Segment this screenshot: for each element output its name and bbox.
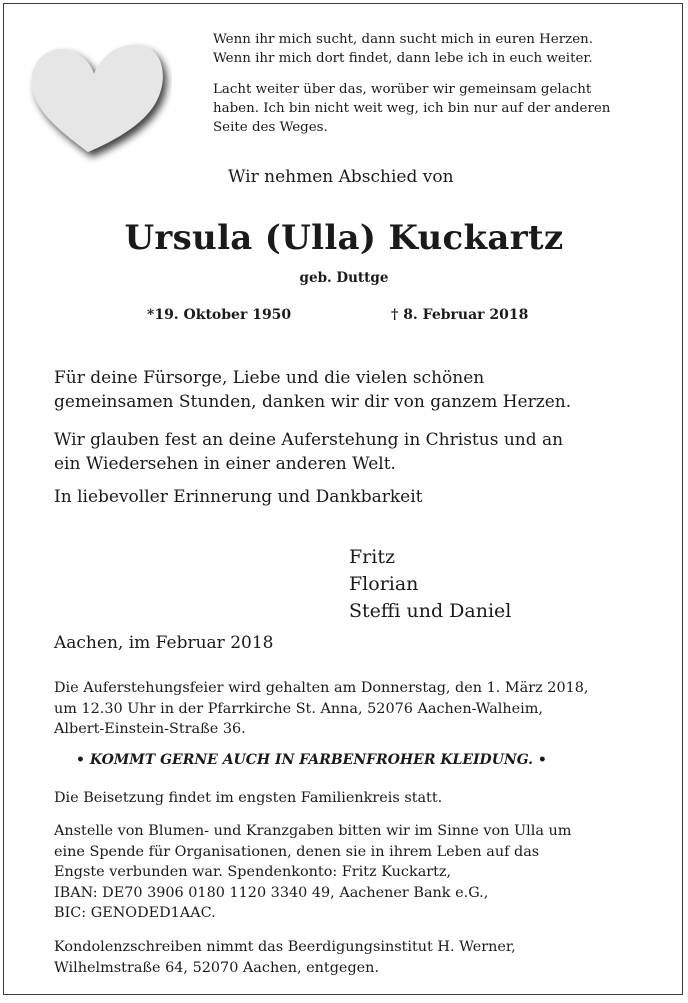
poem-line: Wenn ihr mich sucht, dann sucht mich in euren Herzen. <box>213 32 593 47</box>
mourner-name: Steffi und Daniel <box>349 600 512 622</box>
poem-line: Lacht weiter über das, worüber wir gemeinsam gelacht <box>213 82 592 97</box>
poem-stanza-2 <box>213 80 663 137</box>
text-line: Albert-Einstein-Straße 36. <box>54 721 246 737</box>
poem-line: haben. Ich bin nicht weit weg, ich bin nur auf der anderen <box>213 101 611 116</box>
poem-stanza-1 <box>213 30 663 68</box>
condolence-info <box>54 937 664 978</box>
poem-line: Seite des Weges. <box>213 120 328 135</box>
heart-icon <box>22 32 172 164</box>
birth-date: *19. Oktober 1950 <box>147 307 292 323</box>
death-date: † 8. Februar 2018 <box>391 307 529 323</box>
donation-info <box>54 821 664 924</box>
text-line: ein Wiedersehen in einer anderen Welt. <box>54 454 396 474</box>
text-line: Anstelle von Blumen- und Kranzgaben bitten wir im Sinne von Ulla um <box>54 823 572 839</box>
place-date: Aachen, im Februar 2018 <box>54 633 274 653</box>
mourner-name: Fritz <box>349 546 395 568</box>
thanks-paragraph <box>54 366 654 414</box>
text-line: Die Auferstehungsfeier wird gehalten am Donnerstag, den 1. März 2018, <box>54 680 589 696</box>
text-line: um 12.30 Uhr in der Pfarrkirche St. Anna, 52076 Aachen-Walheim, <box>54 700 543 717</box>
text-line: Wilhelmstraße 64, 52070 Aachen, entgegen. <box>54 959 380 976</box>
text-line: Kondolenzschreiben nimmt das Beerdigungsinstitut H. Werner, <box>54 939 516 955</box>
text-line: BIC: GENODED1AAC. <box>54 905 216 921</box>
deceased-name: Ursula (Ulla) Kuckartz <box>124 218 564 258</box>
text-line: Engste verbunden war. Spendenkonto: Fritz Kuckartz, <box>54 864 452 880</box>
burial-info: Die Beisetzung findet im engsten Familienkreis statt. <box>54 790 443 806</box>
text-line: Wir glauben fest an deine Auferstehung in Christus und an <box>54 430 564 450</box>
service-info <box>54 678 664 740</box>
text-line: IBAN: DE70 3906 0180 1120 3340 49, Aachener Bank e.G., <box>54 884 489 901</box>
remembrance-line: In liebevoller Erinnerung und Dankbarkeit <box>54 487 423 507</box>
text-line: gemeinsamen Stunden, danken wir dir von ganzem Herzen. <box>54 392 572 412</box>
farewell-heading: Wir nehmen Abschied von <box>228 167 454 187</box>
dress-notice: • KOMMT GERNE AUCH IN FARBENFROHER KLEIDUNG. • <box>76 752 547 768</box>
text-line: Für deine Fürsorge, Liebe und die vielen schönen <box>54 368 485 388</box>
poem-line: Wenn ihr mich dort findet, dann lebe ich in euch weiter. <box>213 51 593 66</box>
obituary-notice <box>3 3 683 995</box>
maiden-name: geb. Duttge <box>299 270 389 286</box>
faith-paragraph <box>54 428 654 476</box>
text-line: eine Spende für Organisationen, denen sie in ihrem Leben auf das <box>54 843 540 860</box>
mourner-name: Florian <box>349 573 419 595</box>
